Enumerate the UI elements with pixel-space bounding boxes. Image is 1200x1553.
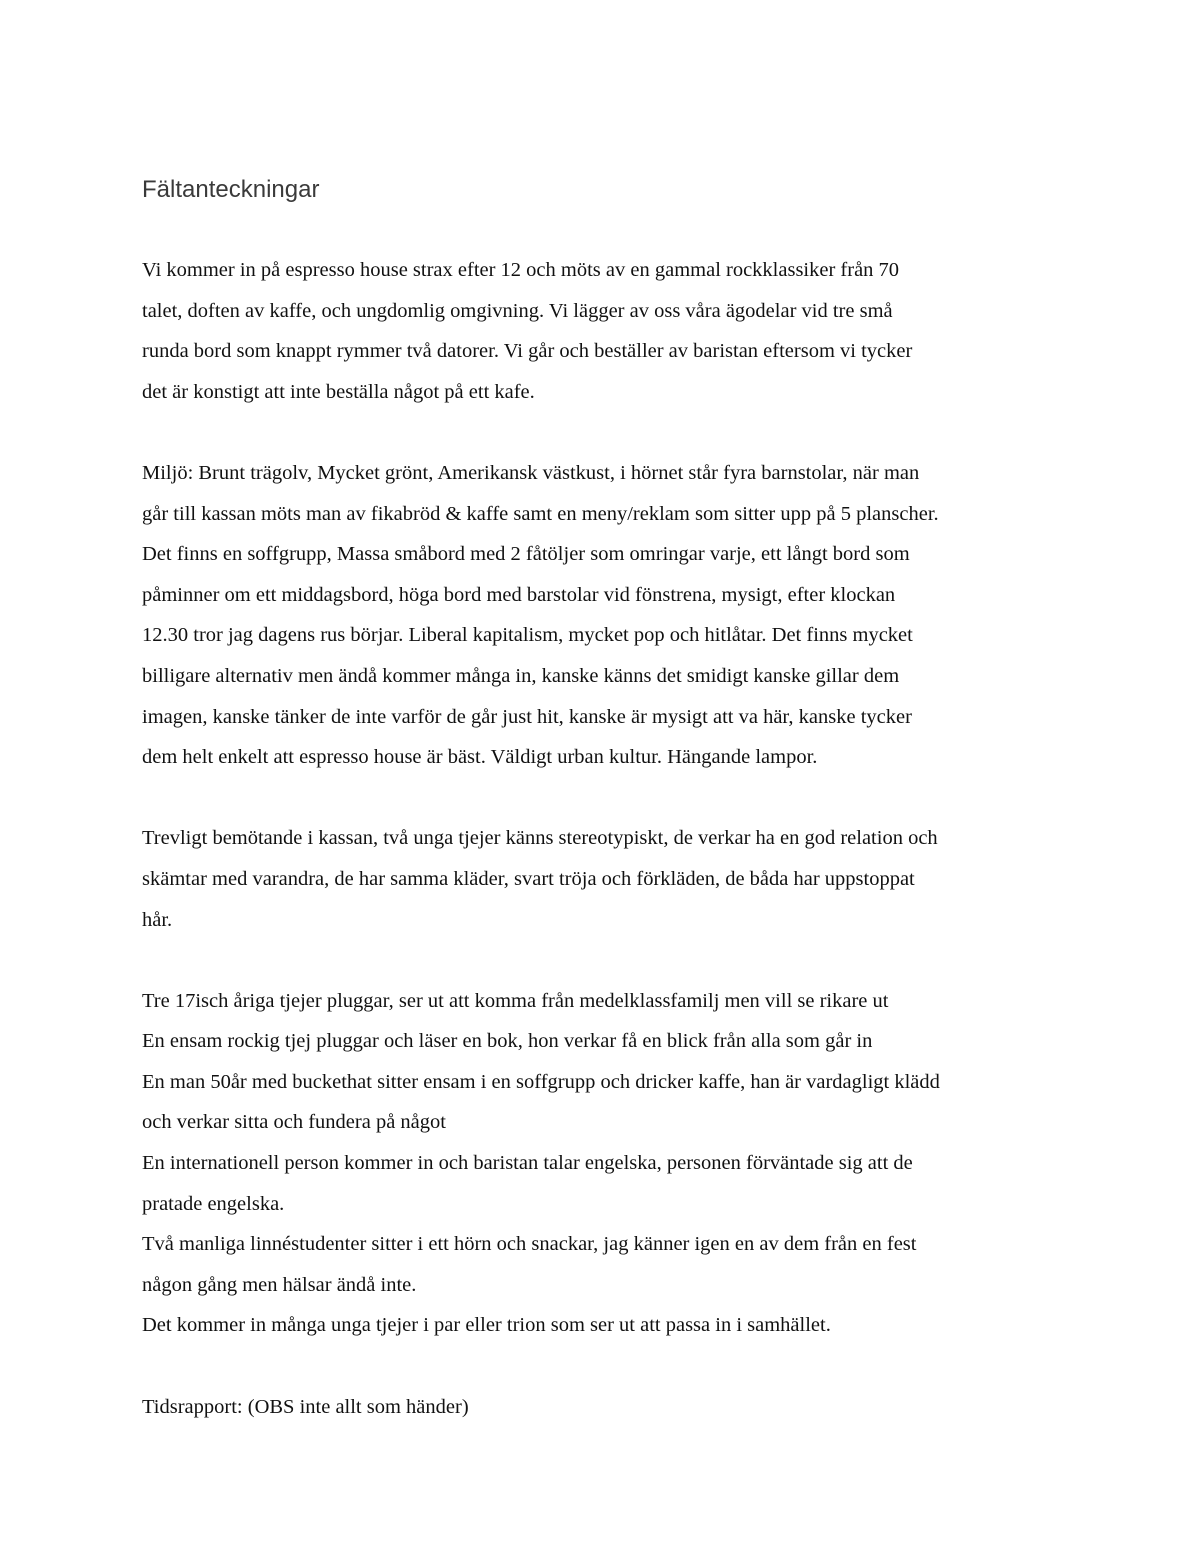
text-line: pratade engelska.	[142, 1192, 285, 1215]
text-line: 12.30 tror jag dagens rus börjar. Liberal kapitalism, mycket pop och hitlåtar. Det finns mycket	[142, 624, 913, 647]
document-title: Fältanteckningar	[142, 176, 320, 203]
text-line: Trevligt bemötande i kassan, två unga tjejer känns stereotypiskt, de verkar ha en god relation och	[142, 827, 938, 850]
text-line: Tre 17isch åriga tjejer pluggar, ser ut att komma från medelklassfamilj men vill se rikare ut	[142, 989, 889, 1012]
paragraph-arrival	[142, 250, 1072, 412]
text-line: någon gång men hälsar ändå inte.	[142, 1273, 417, 1296]
text-line: imagen, kanske tänker de inte varför de går just hit, kanske är mysigt att va här, kanske tycker	[142, 705, 912, 728]
text-line: dem helt enkelt att espresso house är bäst. Väldigt urban kultur. Hängande lampor.	[142, 746, 818, 769]
text-line: Vi kommer in på espresso house strax efter 12 och möts av en gammal rockklassiker från 70	[142, 259, 900, 281]
paragraph-environment	[142, 453, 1072, 778]
text-line: påminner om ett middagsbord, höga bord med barstolar vid fönstrena, mysigt, efter klockan	[142, 583, 896, 606]
text-line: En ensam rockig tjej pluggar och läser en bok, hon verkar få en blick från alla som går in	[142, 1030, 873, 1053]
text-line: En man 50år med buckethat sitter ensam i en soffgrupp och dricker kaffe, han är vardagligt klädd	[142, 1070, 940, 1093]
text-line: och verkar sitta och fundera på något	[142, 1111, 446, 1134]
paragraph-staff	[142, 818, 1072, 940]
text-line: Tidsrapport: (OBS inte allt som händer)	[142, 1395, 469, 1418]
paragraph-time-report	[142, 1387, 1072, 1428]
title-spacer	[142, 208, 1072, 250]
paragraph-spacer	[142, 778, 1072, 819]
text-line: Det finns en soffgrupp, Massa småbord med 2 fåtöljer som omringar varje, ett långt bord som	[142, 543, 910, 566]
text-line: En internationell person kommer in och baristan talar engelska, personen förväntade sig att de	[142, 1152, 913, 1175]
text-line: går till kassan möts man av fikabröd & kaffe samt en meny/reklam som sitter upp på 5 planscher.	[142, 502, 939, 525]
document-content	[142, 172, 1072, 1427]
text-line: det är konstigt att inte beställa något på ett kafe.	[142, 380, 535, 403]
text-line: skämtar med varandra, de har samma kläder, svart tröja och förkläden, de båda har uppstoppat	[142, 867, 915, 890]
paragraph-spacer	[142, 940, 1072, 981]
paragraph-spacer	[142, 1346, 1072, 1387]
text-line: talet, doften av kaffe, och ungdomlig omgivning. Vi lägger av oss våra ägodelar vid tre små	[142, 299, 893, 322]
text-line: Miljö: Brunt trägolv, Mycket grönt, Amerikansk västkust, i hörnet står fyra barnstolar, när man	[142, 461, 920, 484]
paragraph-guests	[142, 981, 1072, 1346]
text-line: Två manliga linnéstudenter sitter i ett hörn och snackar, jag känner igen en av dem från en fest	[142, 1233, 917, 1256]
text-line: hår.	[142, 908, 173, 931]
paragraph-spacer	[142, 412, 1072, 453]
text-line: runda bord som knappt rymmer två datorer. Vi går och beställer av baristan eftersom vi tycker	[142, 340, 913, 363]
text-line: Det kommer in många unga tjejer i par eller trion som ser ut att passa in i samhället.	[142, 1314, 831, 1337]
text-line: billigare alternativ men ändå kommer många in, kanske känns det smidigt kanske gillar dem	[142, 664, 900, 687]
